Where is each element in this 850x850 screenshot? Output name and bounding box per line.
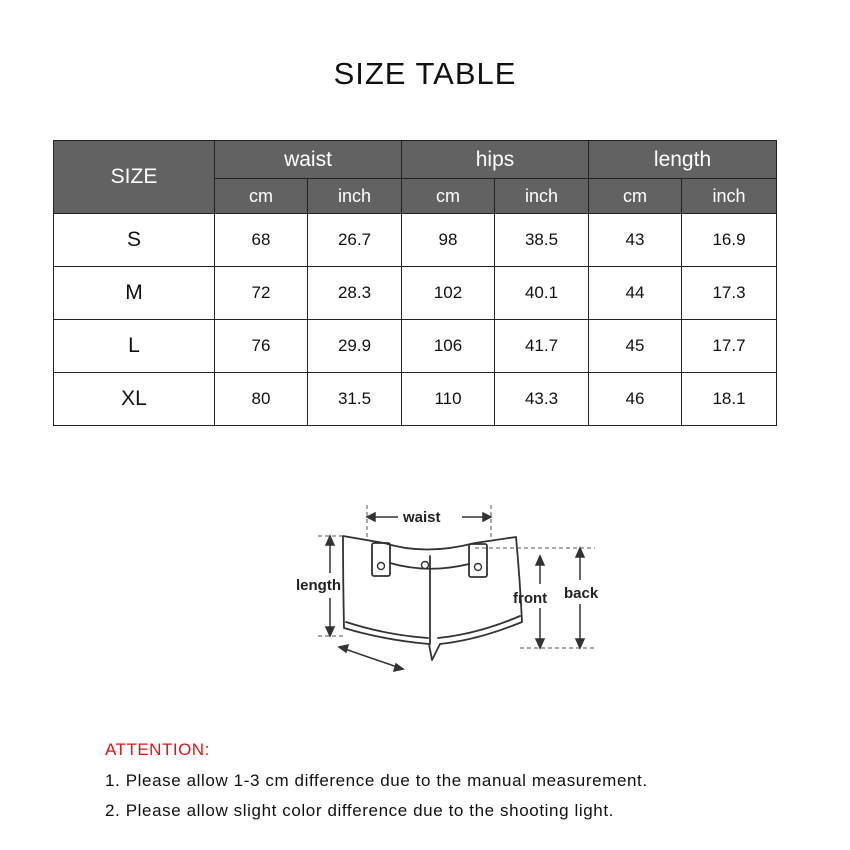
table-cell: 16.9 <box>682 214 777 267</box>
page-title: SIZE TABLE <box>333 56 517 91</box>
table-cell: 46 <box>589 373 682 426</box>
unit-header: inch <box>495 179 589 214</box>
button-icon <box>378 563 385 570</box>
unit-header: cm <box>215 179 308 214</box>
group-header-waist: waist <box>215 141 402 179</box>
table-cell: 98 <box>402 214 495 267</box>
table-row <box>54 267 777 320</box>
table-row <box>54 373 777 426</box>
size-column-header: SIZE <box>54 141 215 214</box>
size-cell: S <box>54 214 215 267</box>
diagram-label-front: front <box>513 590 548 607</box>
table-row <box>54 320 777 373</box>
table-cell: 45 <box>589 320 682 373</box>
table-cell: 40.1 <box>495 267 589 320</box>
unit-header: inch <box>308 179 402 214</box>
group-header-length: length <box>589 141 777 179</box>
shorts-measurement-diagram <box>290 498 620 688</box>
table-cell: 38.5 <box>495 214 589 267</box>
attention-note: 2. Please allow slight color difference due to the shooting light. <box>105 801 614 820</box>
table-row <box>54 214 777 267</box>
table-cell: 106 <box>402 320 495 373</box>
attention-heading: ATTENTION: <box>105 740 210 759</box>
table-cell: 76 <box>215 320 308 373</box>
waistband-tab-right <box>469 544 487 577</box>
table-cell: 110 <box>402 373 495 426</box>
attention-note: 1. Please allow 1-3 cm difference due to the manual measurement. <box>105 771 648 790</box>
table-cell: 80 <box>215 373 308 426</box>
diagram-label-back: back <box>564 585 599 602</box>
size-cell: L <box>54 320 215 373</box>
button-icon <box>422 562 429 569</box>
table-cell: 44 <box>589 267 682 320</box>
size-cell: XL <box>54 373 215 426</box>
table-cell: 29.9 <box>308 320 402 373</box>
diagram-label-waist: waist <box>403 509 441 526</box>
table-cell: 102 <box>402 267 495 320</box>
table-cell: 43 <box>589 214 682 267</box>
table-cell: 43.3 <box>495 373 589 426</box>
table-cell: 26.7 <box>308 214 402 267</box>
table-cell: 18.1 <box>682 373 777 426</box>
unit-header: cm <box>589 179 682 214</box>
table-cell: 68 <box>215 214 308 267</box>
table-cell: 17.7 <box>682 320 777 373</box>
table-cell: 41.7 <box>495 320 589 373</box>
table-cell: 28.3 <box>308 267 402 320</box>
waistband-tab-left <box>372 543 390 576</box>
button-icon <box>475 564 482 571</box>
table-cell: 31.5 <box>308 373 402 426</box>
size-cell: M <box>54 267 215 320</box>
size-table <box>53 140 777 426</box>
group-header-hips: hips <box>402 141 589 179</box>
diagram-label-length: length <box>296 577 341 594</box>
table-cell: 72 <box>215 267 308 320</box>
shorts-outline <box>343 536 522 660</box>
table-cell: 17.3 <box>682 267 777 320</box>
unit-header: cm <box>402 179 495 214</box>
unit-header: inch <box>682 179 777 214</box>
shorts-cuff-left <box>346 622 428 638</box>
